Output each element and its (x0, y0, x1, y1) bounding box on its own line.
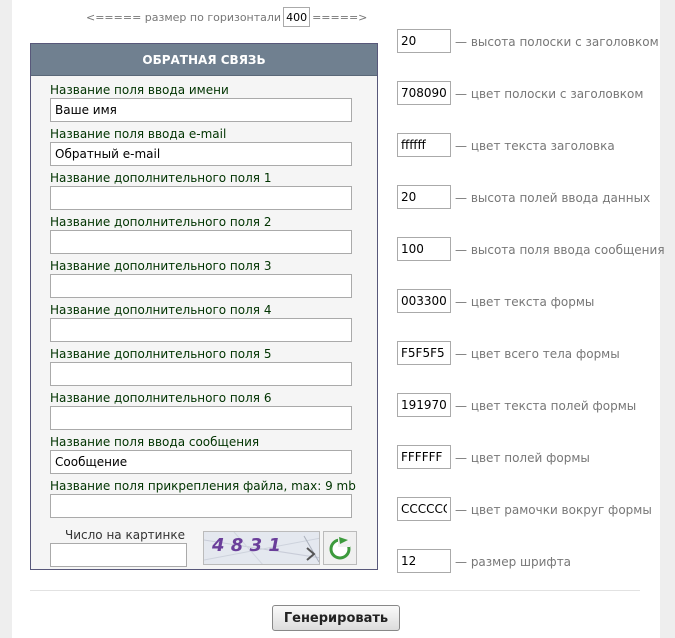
width-suffix: =====> (312, 10, 368, 24)
extra-field-4-input[interactable] (50, 318, 352, 342)
width-control (86, 6, 367, 28)
captcha-image (203, 531, 320, 565)
extra-field-6-label: Название дополнительного поля 6 (50, 391, 272, 405)
extra-field-5-label: Название дополнительного поля 5 (50, 347, 272, 361)
border-color-input[interactable] (397, 497, 451, 521)
extra-field-1-label: Название дополнительного поля 1 (50, 171, 272, 185)
name-field-label: Название поля ввода имени (50, 83, 229, 97)
message-field-label: Название поля ввода сообщения (50, 435, 260, 449)
field-bg-color-input[interactable] (397, 445, 451, 469)
file-field-input[interactable] (50, 494, 352, 518)
form-body-color-label: — цвет всего тела формы (455, 347, 620, 361)
captcha-input[interactable] (50, 543, 187, 567)
extra-field-1-input[interactable] (50, 186, 352, 210)
email-field-input[interactable] (50, 142, 352, 166)
field-text-color-label: — цвет текста полей формы (455, 399, 637, 413)
captcha-digits: 4 8 3 1 (212, 535, 281, 556)
generate-button[interactable]: Генерировать (272, 605, 400, 631)
message-height-label: — высота поля ввода сообщения (455, 243, 665, 257)
header-color-label: — цвет полоски с заголовком (455, 87, 644, 101)
font-size-input[interactable] (397, 549, 451, 573)
width-prefix: <===== размер по горизонтали (86, 10, 282, 24)
border-color-label: — цвет рамочки вокруг формы (455, 503, 652, 517)
form-preview (30, 43, 378, 570)
captcha-label: Число на картинке (65, 528, 185, 542)
extra-field-4-label: Название дополнительного поля 4 (50, 303, 272, 317)
font-size-label: — размер шрифта (455, 555, 572, 569)
header-color-input[interactable] (397, 81, 451, 105)
divider (30, 590, 640, 591)
header-text-color-input[interactable] (397, 133, 451, 157)
extra-field-2-label: Название дополнительного поля 2 (50, 215, 272, 229)
form-text-color-label: — цвет текста формы (455, 295, 595, 309)
form-header: ОБРАТНАЯ СВЯЗЬ (31, 44, 377, 76)
header-height-label: — высота полоски с заголовком (455, 35, 659, 49)
field-height-input[interactable] (397, 185, 451, 209)
captcha-refresh-button[interactable] (323, 531, 357, 565)
form-width-input[interactable] (283, 7, 310, 27)
name-field-input[interactable] (50, 98, 352, 122)
field-bg-color-label: — цвет полей формы (455, 451, 590, 465)
field-height-label: — высота полей ввода данных (455, 191, 651, 205)
header-height-input[interactable] (397, 29, 451, 53)
email-field-label: Название поля ввода e-mail (50, 127, 227, 141)
form-body-color-input[interactable] (397, 341, 451, 365)
header-text-color-label: — цвет текста заголовка (455, 139, 615, 153)
file-field-label: Название поля прикрепления файла, max: 9 mb (50, 479, 356, 493)
refresh-icon (326, 534, 354, 562)
extra-field-5-input[interactable] (50, 362, 352, 386)
extra-field-3-label: Название дополнительного поля 3 (50, 259, 272, 273)
message-height-input[interactable] (397, 237, 451, 261)
form-text-color-input[interactable] (397, 289, 451, 313)
extra-field-3-input[interactable] (50, 274, 352, 298)
message-field-input[interactable] (50, 450, 352, 474)
extra-field-6-input[interactable] (50, 406, 352, 430)
extra-field-2-input[interactable] (50, 230, 352, 254)
field-text-color-input[interactable] (397, 393, 451, 417)
